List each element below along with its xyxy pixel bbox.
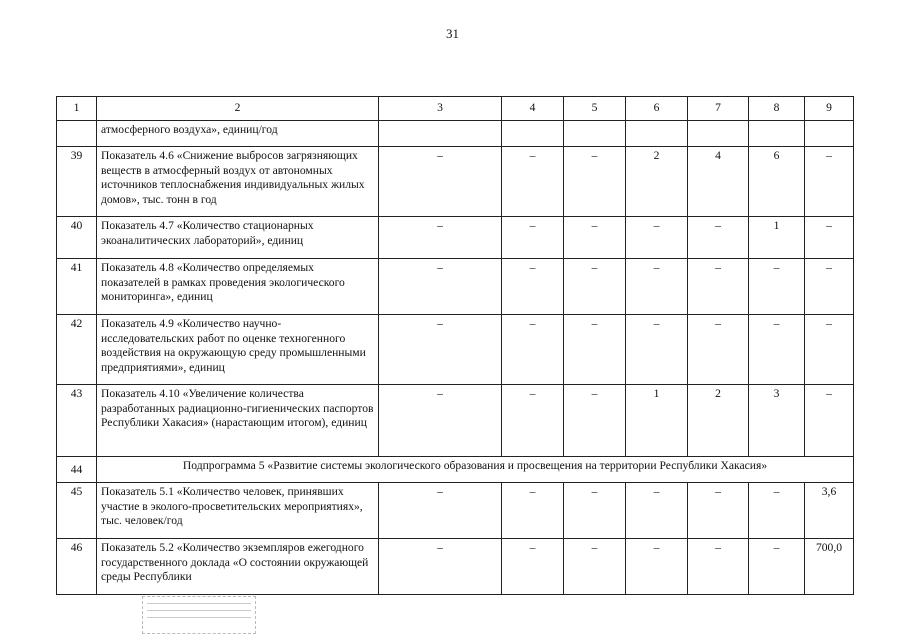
indicator-text: Показатель 4.6 «Снижение выбросов загрязняющих веществ в атмосферный воздух от автономных источников теплоснабжения индивидуальных жилых домов», тыс. тонн в год (97, 147, 379, 217)
value-cell: – (749, 483, 805, 539)
header-cell: 8 (749, 97, 805, 121)
indicator-text: атмосферного воздуха», единиц/год (97, 121, 379, 147)
value-cell: 4 (688, 147, 749, 217)
value-cell: – (805, 259, 854, 315)
row-number: 43 (57, 385, 97, 457)
indicator-text: Показатель 5.2 «Количество экземпляров ежегодного государственного доклада «О состоянии окружающей среды Республики (97, 539, 379, 595)
value-cell: – (564, 147, 626, 217)
header-cell: 7 (688, 97, 749, 121)
indicator-text: Показатель 4.7 «Количество стационарных экоаналитических лабораторий», единиц (97, 217, 379, 259)
row-number (57, 121, 97, 147)
indicator-text: Показатель 4.9 «Количество научно-исследовательских работ по оценке техногенного воздействия на окружающую среду промышленными предприятиями», единиц (97, 315, 379, 385)
header-cell: 6 (626, 97, 688, 121)
value-cell: – (379, 385, 502, 457)
indicator-text: Показатель 4.8 «Количество определяемых показателей в рамках проведения экологического мониторинга», единиц (97, 259, 379, 315)
value-cell (749, 121, 805, 147)
value-cell: – (626, 483, 688, 539)
indicator-text: Показатель 5.1 «Количество человек, принявших участие в эколого-просветительских мероприятиях», тыс. человек/год (97, 483, 379, 539)
value-cell: – (564, 385, 626, 457)
value-cell: – (502, 315, 564, 385)
value-cell: – (626, 315, 688, 385)
value-cell: – (626, 539, 688, 595)
row-number: 46 (57, 539, 97, 595)
value-cell: 3,6 (805, 483, 854, 539)
value-cell: – (379, 315, 502, 385)
subprogram-row (57, 457, 854, 483)
value-cell: – (564, 539, 626, 595)
value-cell: – (688, 315, 749, 385)
value-cell: – (502, 147, 564, 217)
value-cell: – (749, 259, 805, 315)
value-cell (379, 121, 502, 147)
table-row (57, 217, 854, 259)
header-cell: 1 (57, 97, 97, 121)
value-cell: – (379, 483, 502, 539)
header-cell: 2 (97, 97, 379, 121)
row-number: 39 (57, 147, 97, 217)
value-cell: – (502, 217, 564, 259)
value-cell: – (805, 217, 854, 259)
value-cell: – (688, 483, 749, 539)
value-cell: – (805, 315, 854, 385)
value-cell: – (805, 385, 854, 457)
value-cell: – (379, 259, 502, 315)
table-row (57, 147, 854, 217)
value-cell: – (749, 315, 805, 385)
value-cell: 6 (749, 147, 805, 217)
value-cell (805, 121, 854, 147)
value-cell: – (805, 147, 854, 217)
value-cell: 1 (749, 217, 805, 259)
value-cell (626, 121, 688, 147)
faint-stamp (142, 596, 256, 634)
value-cell (564, 121, 626, 147)
table-row (57, 315, 854, 385)
value-cell: – (379, 217, 502, 259)
table-row (57, 121, 854, 147)
value-cell: – (626, 217, 688, 259)
value-cell: – (502, 259, 564, 315)
header-cell: 5 (564, 97, 626, 121)
value-cell: – (564, 217, 626, 259)
value-cell: – (379, 539, 502, 595)
value-cell (502, 121, 564, 147)
value-cell: 1 (626, 385, 688, 457)
value-cell: – (688, 217, 749, 259)
value-cell: – (564, 483, 626, 539)
row-number: 42 (57, 315, 97, 385)
subprogram-title: Подпрограмма 5 «Развитие системы экологического образования и просвещения на территории Республики Хакасия» (97, 457, 854, 483)
row-number: 45 (57, 483, 97, 539)
value-cell (688, 121, 749, 147)
table-row (57, 259, 854, 315)
value-cell: – (379, 147, 502, 217)
value-cell: 700,0 (805, 539, 854, 595)
row-number: 40 (57, 217, 97, 259)
value-cell: – (502, 385, 564, 457)
table-row (57, 385, 854, 457)
value-cell: 2 (688, 385, 749, 457)
table-row (57, 483, 854, 539)
table-row (57, 539, 854, 595)
value-cell: – (626, 259, 688, 315)
value-cell: – (688, 539, 749, 595)
row-number: 44 (57, 457, 97, 483)
value-cell: 2 (626, 147, 688, 217)
page-number: 31 (446, 26, 459, 41)
value-cell: – (688, 259, 749, 315)
indicators-table (56, 96, 854, 595)
header-cell: 9 (805, 97, 854, 121)
header-cell: 3 (379, 97, 502, 121)
value-cell: – (564, 259, 626, 315)
value-cell: – (502, 539, 564, 595)
header-cell: 4 (502, 97, 564, 121)
value-cell: – (749, 539, 805, 595)
header-row (57, 97, 854, 121)
value-cell: 3 (749, 385, 805, 457)
row-number: 41 (57, 259, 97, 315)
indicator-text: Показатель 4.10 «Увеличение количества разработанных радиационно-гигиенических паспортов Республики Хакасия» (нарастающим итогом), единиц (97, 385, 379, 457)
value-cell: – (502, 483, 564, 539)
value-cell: – (564, 315, 626, 385)
